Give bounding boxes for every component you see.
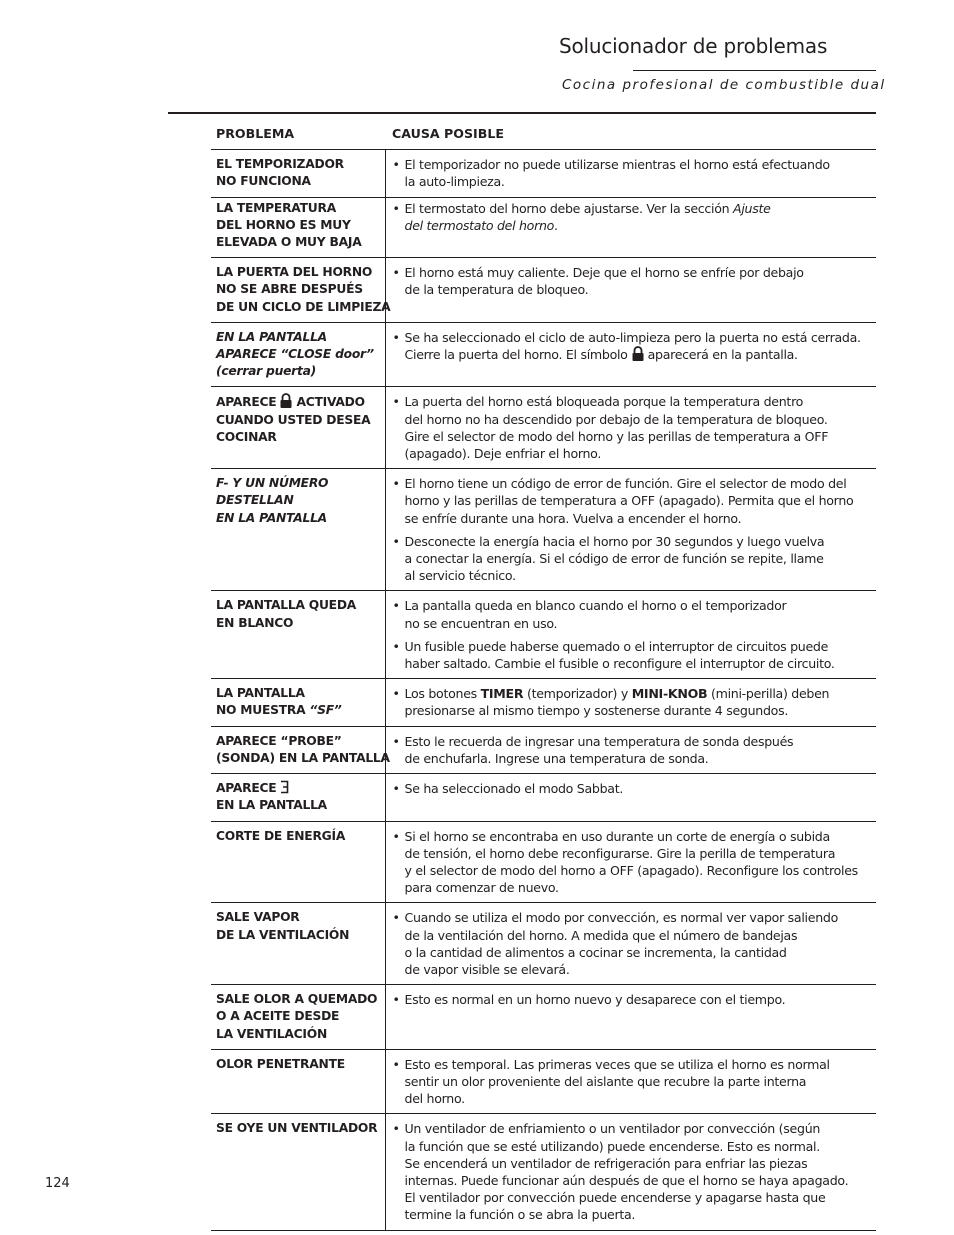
cause-item xyxy=(386,685,877,719)
column-header-cause: CAUSA POSIBLE xyxy=(385,125,876,150)
cause-line: del horno no ha descendido por debajo de la temperatura de bloqueo. xyxy=(404,411,828,427)
column-header-problem: PROBLEMA xyxy=(211,125,385,150)
cause-line: termine la función o se abra la puerta. xyxy=(404,1207,636,1223)
cause-text: aparecerá en la pantalla. xyxy=(647,347,798,363)
problem-line: NO FUNCIONA xyxy=(216,174,311,189)
problem-line xyxy=(216,393,385,411)
problem-line: O A ACEITE DESDE xyxy=(216,1009,340,1024)
problem-cell xyxy=(211,774,385,821)
cause-line: del horno. xyxy=(404,1091,465,1107)
cause-cell xyxy=(385,591,876,679)
table-row xyxy=(211,197,876,258)
problem-line: NO SE ABRE DESPUÉS xyxy=(216,282,363,297)
cause-line: se enfríe durante una hora. Vuelva a encender el horno. xyxy=(404,510,742,526)
cause-cell xyxy=(385,322,876,387)
problem-line: CUANDO USTED DESEA xyxy=(216,412,371,427)
table-row xyxy=(211,1049,876,1114)
cause-line: • Un fusible puede haberse quemado o el interruptor de circuitos puede xyxy=(404,638,829,654)
page-title: Solucionador de problemas xyxy=(559,34,828,58)
cause-line: de vapor visible se elevará. xyxy=(404,961,570,977)
problem-line: EN LA PANTALLA xyxy=(216,798,327,813)
mini-knob-key-label: MINI-KNOB xyxy=(631,686,708,702)
table-row xyxy=(211,726,876,773)
problem-line: DE LA VENTILACIÓN xyxy=(216,927,350,942)
cause-line: • El temporizador no puede utilizarse mientras el horno está efectuando xyxy=(404,157,830,173)
section-reference: Ajuste xyxy=(733,200,771,216)
table-row xyxy=(211,774,876,821)
cause-line: • La pantalla queda en blanco cuando el horno o el temporizador xyxy=(404,598,787,614)
problem-line: EL TEMPORIZADOR xyxy=(216,157,344,172)
problem-cell xyxy=(211,821,385,903)
table-row xyxy=(211,903,876,985)
cause-line: haber saltado. Cambie el fusible o reconfigure el interruptor de circuito. xyxy=(404,656,835,672)
cause-cell xyxy=(385,1049,876,1114)
cause-line: • Si el horno se encontraba en uso durante un corte de energía o subida xyxy=(404,828,830,844)
sabbath-mode-icon xyxy=(280,780,289,794)
cause-item xyxy=(386,533,877,585)
troubleshooting-table xyxy=(211,125,876,1231)
problem-cell xyxy=(211,322,385,387)
cause-line: internas. Puede funcionar aún después de que el horno se haya apagado. xyxy=(404,1172,849,1188)
cause-line xyxy=(405,217,877,234)
problem-line xyxy=(216,780,385,797)
cause-line: Gire el selector de modo del horno y las perillas de temperatura a OFF xyxy=(404,428,829,444)
cause-cell xyxy=(385,985,876,1050)
cause-line xyxy=(405,200,877,217)
problem-cell xyxy=(211,591,385,679)
problem-line: LA TEMPERATURA xyxy=(216,200,336,215)
cause-line: • Se ha seleccionado el ciclo de auto-limpieza pero la puerta no está cerrada. xyxy=(404,329,861,345)
cause-line: no se encuentran en uso. xyxy=(404,615,558,631)
cause-text: El termostato del horno debe ajustarse. Ver la sección xyxy=(404,200,734,216)
cause-line xyxy=(405,685,877,702)
page-subtitle: Cocina profesional de combustible dual xyxy=(562,77,886,93)
problem-line: SE OYE UN VENTILADOR xyxy=(216,1121,378,1136)
problem-cell xyxy=(211,903,385,985)
cause-line xyxy=(405,346,877,363)
table-row xyxy=(211,591,876,679)
section-reference: del termostato del horno xyxy=(404,217,555,233)
cause-cell xyxy=(385,774,876,821)
problem-line: EN LA PANTALLA xyxy=(216,510,327,525)
problem-line: APARECE “CLOSE door” xyxy=(216,347,374,362)
cause-line: a conectar la energía. Si el código de error de función se repite, llame xyxy=(404,551,824,567)
cause-line: horno y las perillas de temperatura a OFF (apagado). Permita que el horno xyxy=(404,493,854,509)
cause-cell xyxy=(385,821,876,903)
cause-item xyxy=(386,475,877,527)
cause-text: Los botones xyxy=(404,686,477,702)
problem-line: COCINAR xyxy=(216,429,277,444)
table-row xyxy=(211,150,876,197)
cause-line: Se encenderá un ventilador de refrigeración para enfriar las piezas xyxy=(404,1155,808,1171)
problem-line: DE UN CICLO DE LIMPIEZA xyxy=(216,299,391,314)
cause-line: sentir un olor proveniente del aislante que recubre la parte interna xyxy=(404,1073,807,1089)
problem-line: SALE OLOR A QUEMADO xyxy=(216,992,378,1007)
cause-cell xyxy=(385,469,876,591)
cause-item xyxy=(386,828,877,897)
problem-line: APARECE “PROBE” xyxy=(216,733,342,748)
problem-line: (SONDA) EN LA PANTALLA xyxy=(216,750,390,765)
title-rule xyxy=(633,70,876,71)
cause-line: y el selector de modo del horno a OFF (apagado). Reconfigure los controles xyxy=(404,862,858,878)
table-row xyxy=(211,387,876,469)
cause-line: de la ventilación del horno. A medida que el número de bandejas xyxy=(404,927,798,943)
problem-code: “SF” xyxy=(309,703,342,718)
cause-cell xyxy=(385,726,876,773)
cause-line: • El horno está muy caliente. Deje que el horno se enfríe por debajo xyxy=(404,265,804,281)
problem-text: ACTIVADO xyxy=(296,395,365,410)
problem-line: EN LA PANTALLA xyxy=(216,329,327,344)
table-row xyxy=(211,821,876,903)
table-header-row xyxy=(211,125,876,150)
problem-line: CORTE DE ENERGÍA xyxy=(216,828,346,843)
table-row xyxy=(211,469,876,591)
problem-cell xyxy=(211,1114,385,1230)
problem-line: LA PUERTA DEL HORNO xyxy=(216,265,373,280)
problem-line: DEL HORNO ES MUY xyxy=(216,217,351,232)
problem-cell xyxy=(211,258,391,323)
table-row xyxy=(211,679,876,726)
cause-item xyxy=(386,1056,877,1108)
cause-line: • Desconecte la energía hacia el horno por 30 segundos y luego vuelva xyxy=(404,533,825,549)
problem-line: SALE VAPOR xyxy=(216,910,300,925)
problem-text: APARECE xyxy=(216,395,277,410)
cause-text: . xyxy=(554,217,558,233)
cause-line: (apagado). Deje enfriar el horno. xyxy=(404,446,602,462)
problem-cell xyxy=(211,1049,385,1114)
cause-line: al servicio técnico. xyxy=(404,568,516,584)
cause-line: • Un ventilador de enfriamiento o un ventilador por convección (según xyxy=(404,1121,821,1137)
problem-cell xyxy=(211,985,385,1050)
problem-line: F- Y UN NÚMERO xyxy=(216,476,329,491)
table-row xyxy=(211,322,876,387)
cause-line: de enchufarla. Ingrese una temperatura de sonda. xyxy=(404,750,709,766)
cause-line: presionarse al mismo tiempo y sostenerse durante 4 segundos. xyxy=(404,703,789,719)
problem-cell xyxy=(211,387,385,469)
cause-line: El ventilador por convección puede encenderse y apagarse hasta que xyxy=(404,1190,826,1206)
cause-item xyxy=(386,638,877,672)
problem-line: ELEVADA O MUY BAJA xyxy=(216,235,362,250)
problem-cell xyxy=(211,197,385,258)
cause-item xyxy=(386,156,877,190)
lock-icon xyxy=(279,393,293,408)
cause-line: • Esto es temporal. Las primeras veces que se utiliza el horno es normal xyxy=(404,1056,830,1072)
cause-item xyxy=(386,991,877,1008)
cause-item xyxy=(386,264,877,298)
cause-item xyxy=(386,733,877,767)
cause-line: la función que se esté utilizando) puede encenderse. Esto es normal. xyxy=(404,1138,820,1154)
problem-cell xyxy=(211,469,385,591)
table-row xyxy=(211,985,876,1050)
cause-line: • El horno tiene un código de error de función. Gire el selector de modo del xyxy=(404,476,847,492)
cause-line: o la cantidad de alimentos a cocinar se incrementa, la cantidad xyxy=(404,944,787,960)
top-rule xyxy=(168,112,876,114)
cause-cell xyxy=(385,258,876,323)
cause-item xyxy=(386,200,877,234)
cause-item xyxy=(386,909,877,978)
problem-line: EN BLANCO xyxy=(216,615,294,630)
cause-text: (temporizador) y xyxy=(526,686,628,702)
table-row xyxy=(211,1114,876,1230)
cause-cell xyxy=(385,150,876,197)
cause-line: de tensión, el horno debe reconfigurarse. Gire la perilla de temperatura xyxy=(404,845,836,861)
cause-line: • Esto le recuerda de ingresar una temperatura de sonda después xyxy=(404,733,794,749)
problem-line: LA PANTALLA QUEDA xyxy=(216,598,357,613)
cause-cell xyxy=(385,387,876,469)
problem-cell xyxy=(211,150,385,197)
cause-item xyxy=(386,329,877,363)
table-row xyxy=(211,258,876,323)
problem-cell xyxy=(211,726,390,773)
problem-line: OLOR PENETRANTE xyxy=(216,1056,345,1071)
problem-cell xyxy=(211,679,385,726)
cause-text: (mini-perilla) deben xyxy=(711,686,830,702)
problem-line: (cerrar puerta) xyxy=(216,364,317,379)
cause-cell xyxy=(385,903,876,985)
problem-line xyxy=(216,702,385,719)
lock-icon xyxy=(631,346,645,361)
timer-key-label: TIMER xyxy=(480,686,524,702)
cause-line: de la temperatura de bloqueo. xyxy=(404,282,589,298)
cause-item xyxy=(386,1120,877,1223)
cause-line: • La puerta del horno está bloqueada porque la temperatura dentro xyxy=(404,394,804,410)
problem-text: NO MUESTRA xyxy=(216,703,306,718)
page-number: 124 xyxy=(45,1176,70,1191)
cause-line: • Se ha seleccionado el modo Sabbat. xyxy=(404,781,624,797)
cause-item xyxy=(386,393,877,462)
cause-text: Cierre la puerta del horno. El símbolo xyxy=(404,347,628,363)
problem-text: APARECE xyxy=(216,781,277,796)
cause-cell xyxy=(385,679,876,726)
cause-item xyxy=(386,780,877,797)
cause-cell xyxy=(385,1114,876,1230)
cause-line: • Cuando se utiliza el modo por convección, es normal ver vapor saliendo xyxy=(404,910,838,926)
cause-cell xyxy=(385,197,876,258)
cause-line: la auto-limpieza. xyxy=(404,174,505,190)
problem-line: LA PANTALLA xyxy=(216,686,305,701)
cause-line: • Esto es normal en un horno nuevo y desaparece con el tiempo. xyxy=(404,992,786,1008)
cause-item xyxy=(386,597,877,631)
problem-line: DESTELLAN xyxy=(216,493,294,508)
cause-line: para comenzar de nuevo. xyxy=(404,880,559,896)
problem-line: LA VENTILACIÓN xyxy=(216,1026,328,1041)
